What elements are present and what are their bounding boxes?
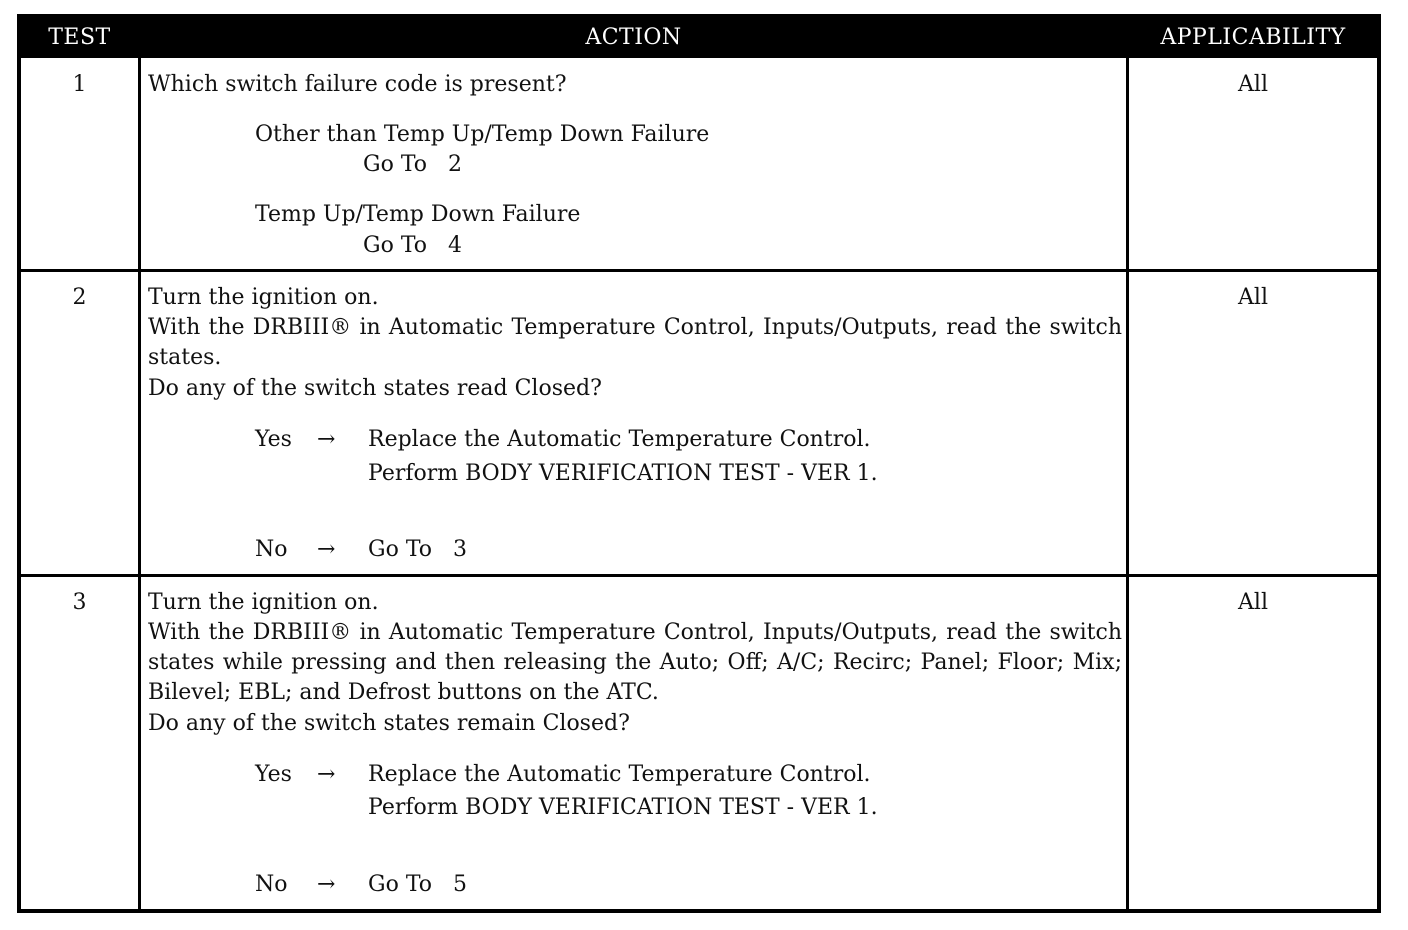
test-number: 3 (72, 590, 87, 615)
yes-label: Yes (255, 762, 292, 787)
header-test: TEST (48, 25, 111, 50)
option-label: Temp Up/Temp Down Failure (255, 202, 581, 227)
applicability-value: All (1238, 590, 1268, 615)
goto-link[interactable]: Go To 3 (368, 537, 467, 562)
instruction-text: With the DRBIII® in Automatic Temperature Control, Inputs/Outputs, read the switch states while pressing and then releasing the Auto; Off; A/C; Recirc; Panel; Floor; Mix; Bilevel; EBL; and Defrost buttons on the ATC. (148, 620, 1122, 705)
arrow-icon: → (317, 872, 336, 897)
applicability-value: All (1238, 72, 1268, 97)
no-label: No (255, 872, 288, 897)
header-applicability: APPLICABILITY (1160, 25, 1346, 50)
arrow-icon: → (317, 427, 336, 452)
applicability-value: All (1238, 285, 1268, 310)
diagnostic-test-table (17, 14, 1381, 913)
arrow-icon: → (317, 762, 336, 787)
goto-link[interactable]: Go To 4 (363, 233, 462, 258)
verification-link[interactable]: Perform BODY VERIFICATION TEST - VER 1. (368, 461, 878, 486)
option-label: Other than Temp Up/Temp Down Failure (255, 122, 710, 147)
no-label: No (255, 537, 288, 562)
question-text: Do any of the switch states remain Closed? (148, 711, 630, 736)
yes-action: Replace the Automatic Temperature Control. (368, 762, 871, 787)
column-divider (1126, 18, 1129, 909)
yes-action: Replace the Automatic Temperature Control. (368, 427, 871, 452)
yes-label: Yes (255, 427, 292, 452)
row-divider (21, 269, 1377, 272)
column-divider (138, 18, 141, 909)
verification-link[interactable]: Perform BODY VERIFICATION TEST - VER 1. (368, 795, 878, 820)
table-header (21, 18, 1377, 58)
header-action: ACTION (585, 25, 682, 50)
question-text: Do any of the switch states read Closed? (148, 376, 602, 401)
goto-link[interactable]: Go To 5 (368, 872, 467, 897)
instruction-text: Turn the ignition on. (148, 590, 379, 615)
instruction-text: Turn the ignition on. (148, 285, 379, 310)
test-number: 1 (72, 72, 87, 97)
instruction-text: With the DRBIII® in Automatic Temperature Control, Inputs/Outputs, read the switch states. (148, 315, 1122, 370)
goto-link[interactable]: Go To 2 (363, 152, 462, 177)
arrow-icon: → (317, 537, 336, 562)
test-number: 2 (72, 285, 87, 310)
row-divider (21, 574, 1377, 577)
question-text: Which switch failure code is present? (148, 72, 567, 97)
